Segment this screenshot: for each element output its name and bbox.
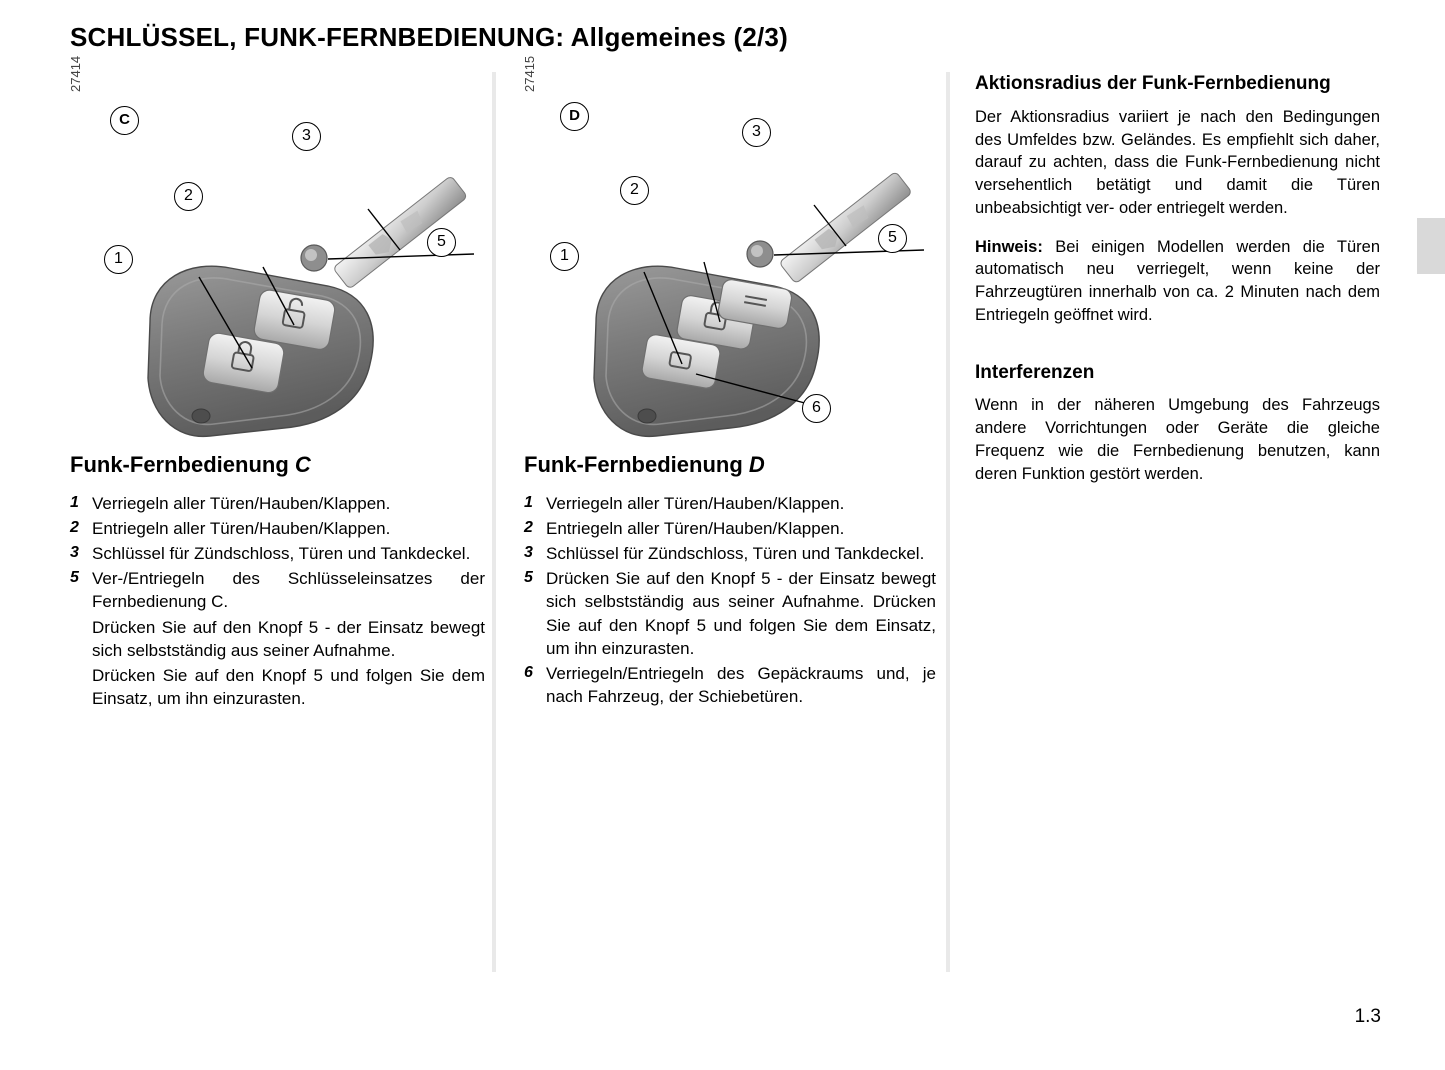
list-item: [524, 492, 936, 515]
list-remote-d: [524, 492, 936, 708]
list-item-text: Ver-/Entriegeln des Schlüsseleinsatzes der Fernbedienung C.: [92, 569, 485, 612]
heading-remote-c-text: Funk-Fernbedienung: [70, 452, 295, 477]
list-item-text: Verriegeln aller Türen/Hauben/Klappen.: [92, 494, 391, 513]
list-item-number: 6: [524, 663, 533, 681]
column-left: [68, 55, 485, 712]
callout-d-3: 3: [742, 118, 771, 147]
list-item-text: Schlüssel für Zündschloss, Türen und Tankdeckel.: [92, 544, 471, 564]
list-item-number: 5: [70, 569, 79, 587]
heading-interferenzen: Interferenzen: [975, 361, 1095, 383]
paragraph-interferenzen: Wenn in der näheren Umgebung des Fahrzeugs andere Vorrichtungen oder Geräte die gleiche Frequenz wie die Fernbedienung benutzen, kann deren Funktion gestört werden.: [975, 396, 1380, 483]
list-item-number: 1: [70, 494, 79, 511]
page-title: SCHLÜSSEL, FUNK-FERNBEDIENUNG: Allgemeines (2/3): [70, 22, 788, 52]
column-divider-1: [492, 72, 496, 972]
list-item: [70, 616, 485, 662]
column-divider-2: [946, 72, 950, 972]
heading-remote-d-letter: D: [748, 452, 765, 477]
page-number: 1.3: [1354, 1006, 1381, 1027]
callout-d-6: 6: [802, 394, 831, 423]
section-tab-marker: [1417, 218, 1445, 274]
list-item-number: 3: [524, 544, 533, 562]
hinweis-text: Bei einigen Modellen werden die Türen automatisch neu verriegelt, wenn keine der Fahrzeugtüren innerhalb von ca. 2 Minuten nach dem Entriegeln geöffnet wird.: [975, 237, 1380, 324]
figure-letter-d: D: [560, 102, 589, 131]
heading-remote-c-letter: C: [294, 452, 311, 477]
list-item-text: Drücken Sie auf den Knopf 5 - der Einsatz bewegt sich selbstständig aus seiner Aufnahme. Drücken Sie auf den Knopf 5 und folgen Sie dem Einsatz, um ihn einzurasten.: [546, 569, 936, 658]
list-item-text: Schlüssel für Zündschloss, Türen und Tankdeckel.: [546, 544, 925, 564]
list-item-number: 5: [524, 569, 533, 587]
callout-d-5: 5: [878, 224, 907, 253]
list-item: [524, 662, 936, 708]
list-item-text: Entriegeln aller Türen/Hauben/Klappen.: [546, 519, 845, 539]
key-d-illustration: [524, 72, 936, 452]
paragraph-aktionsradius: Der Aktionsradius variiert je nach den Bedingungen des Umfeldes bzw. Geländes. Es empfiehlt sich daher, darauf zu achten, dass die Funk-Fernbedienung nicht versehentlich betätigt und damit die Türen unbeabsichtigt ver- oder entriegelt werden.: [975, 107, 1380, 217]
list-item-text: Drücken Sie auf den Knopf 5 und folgen Sie dem Einsatz, um ihn einzurasten.: [92, 665, 485, 708]
list-item: [524, 517, 936, 540]
list-item-number: 2: [524, 519, 533, 537]
figure-key-d: [522, 55, 936, 452]
list-item: [70, 492, 485, 515]
figure-key-c: [68, 55, 485, 452]
callout-d-2: 2: [620, 176, 649, 205]
figure-code-d: 27415: [522, 55, 537, 92]
list-item-number: [70, 616, 92, 662]
heading-remote-d-text: Funk-Fernbedienung: [524, 452, 749, 477]
list-remote-c: [70, 492, 485, 710]
callout-c-1: 1: [104, 245, 133, 274]
callout-d-1: 1: [550, 242, 579, 271]
callout-c-5: 5: [427, 228, 456, 257]
list-item: [524, 542, 936, 565]
list-item: [70, 567, 485, 613]
list-item-number: 2: [70, 519, 79, 537]
column-middle: [522, 55, 936, 710]
list-item-text: Verriegeln/Entriegeln des Gepäckraums und, je nach Fahrzeug, der Schiebetüren.: [546, 663, 936, 706]
list-item-text: Entriegeln aller Türen/Hauben/Klappen.: [92, 519, 391, 539]
list-item-number: 3: [70, 544, 79, 562]
list-item: [524, 567, 936, 659]
hinweis-label: Hinweis:: [975, 237, 1043, 256]
callout-c-2: 2: [174, 182, 203, 211]
column-right: [975, 72, 1380, 501]
heading-remote-d: [524, 452, 936, 478]
list-item: [70, 542, 485, 565]
list-item-text: Verriegeln aller Türen/Hauben/Klappen.: [546, 494, 845, 513]
figure-code-c: 27414: [68, 55, 83, 92]
paragraph-hinweis: [975, 236, 1380, 327]
figure-letter-c: C: [110, 106, 139, 135]
callout-c-3: 3: [292, 122, 321, 151]
list-item-number: [70, 664, 92, 710]
list-item: [70, 517, 485, 540]
list-item-number: 1: [524, 494, 533, 511]
list-item-text: Drücken Sie auf den Knopf 5 - der Einsatz bewegt sich selbstständig aus seiner Aufnahme.: [92, 617, 485, 660]
heading-remote-c: [70, 452, 485, 478]
heading-aktionsradius: Aktionsradius der Funk-Fernbedienung: [975, 73, 1331, 94]
list-item: [70, 664, 485, 710]
